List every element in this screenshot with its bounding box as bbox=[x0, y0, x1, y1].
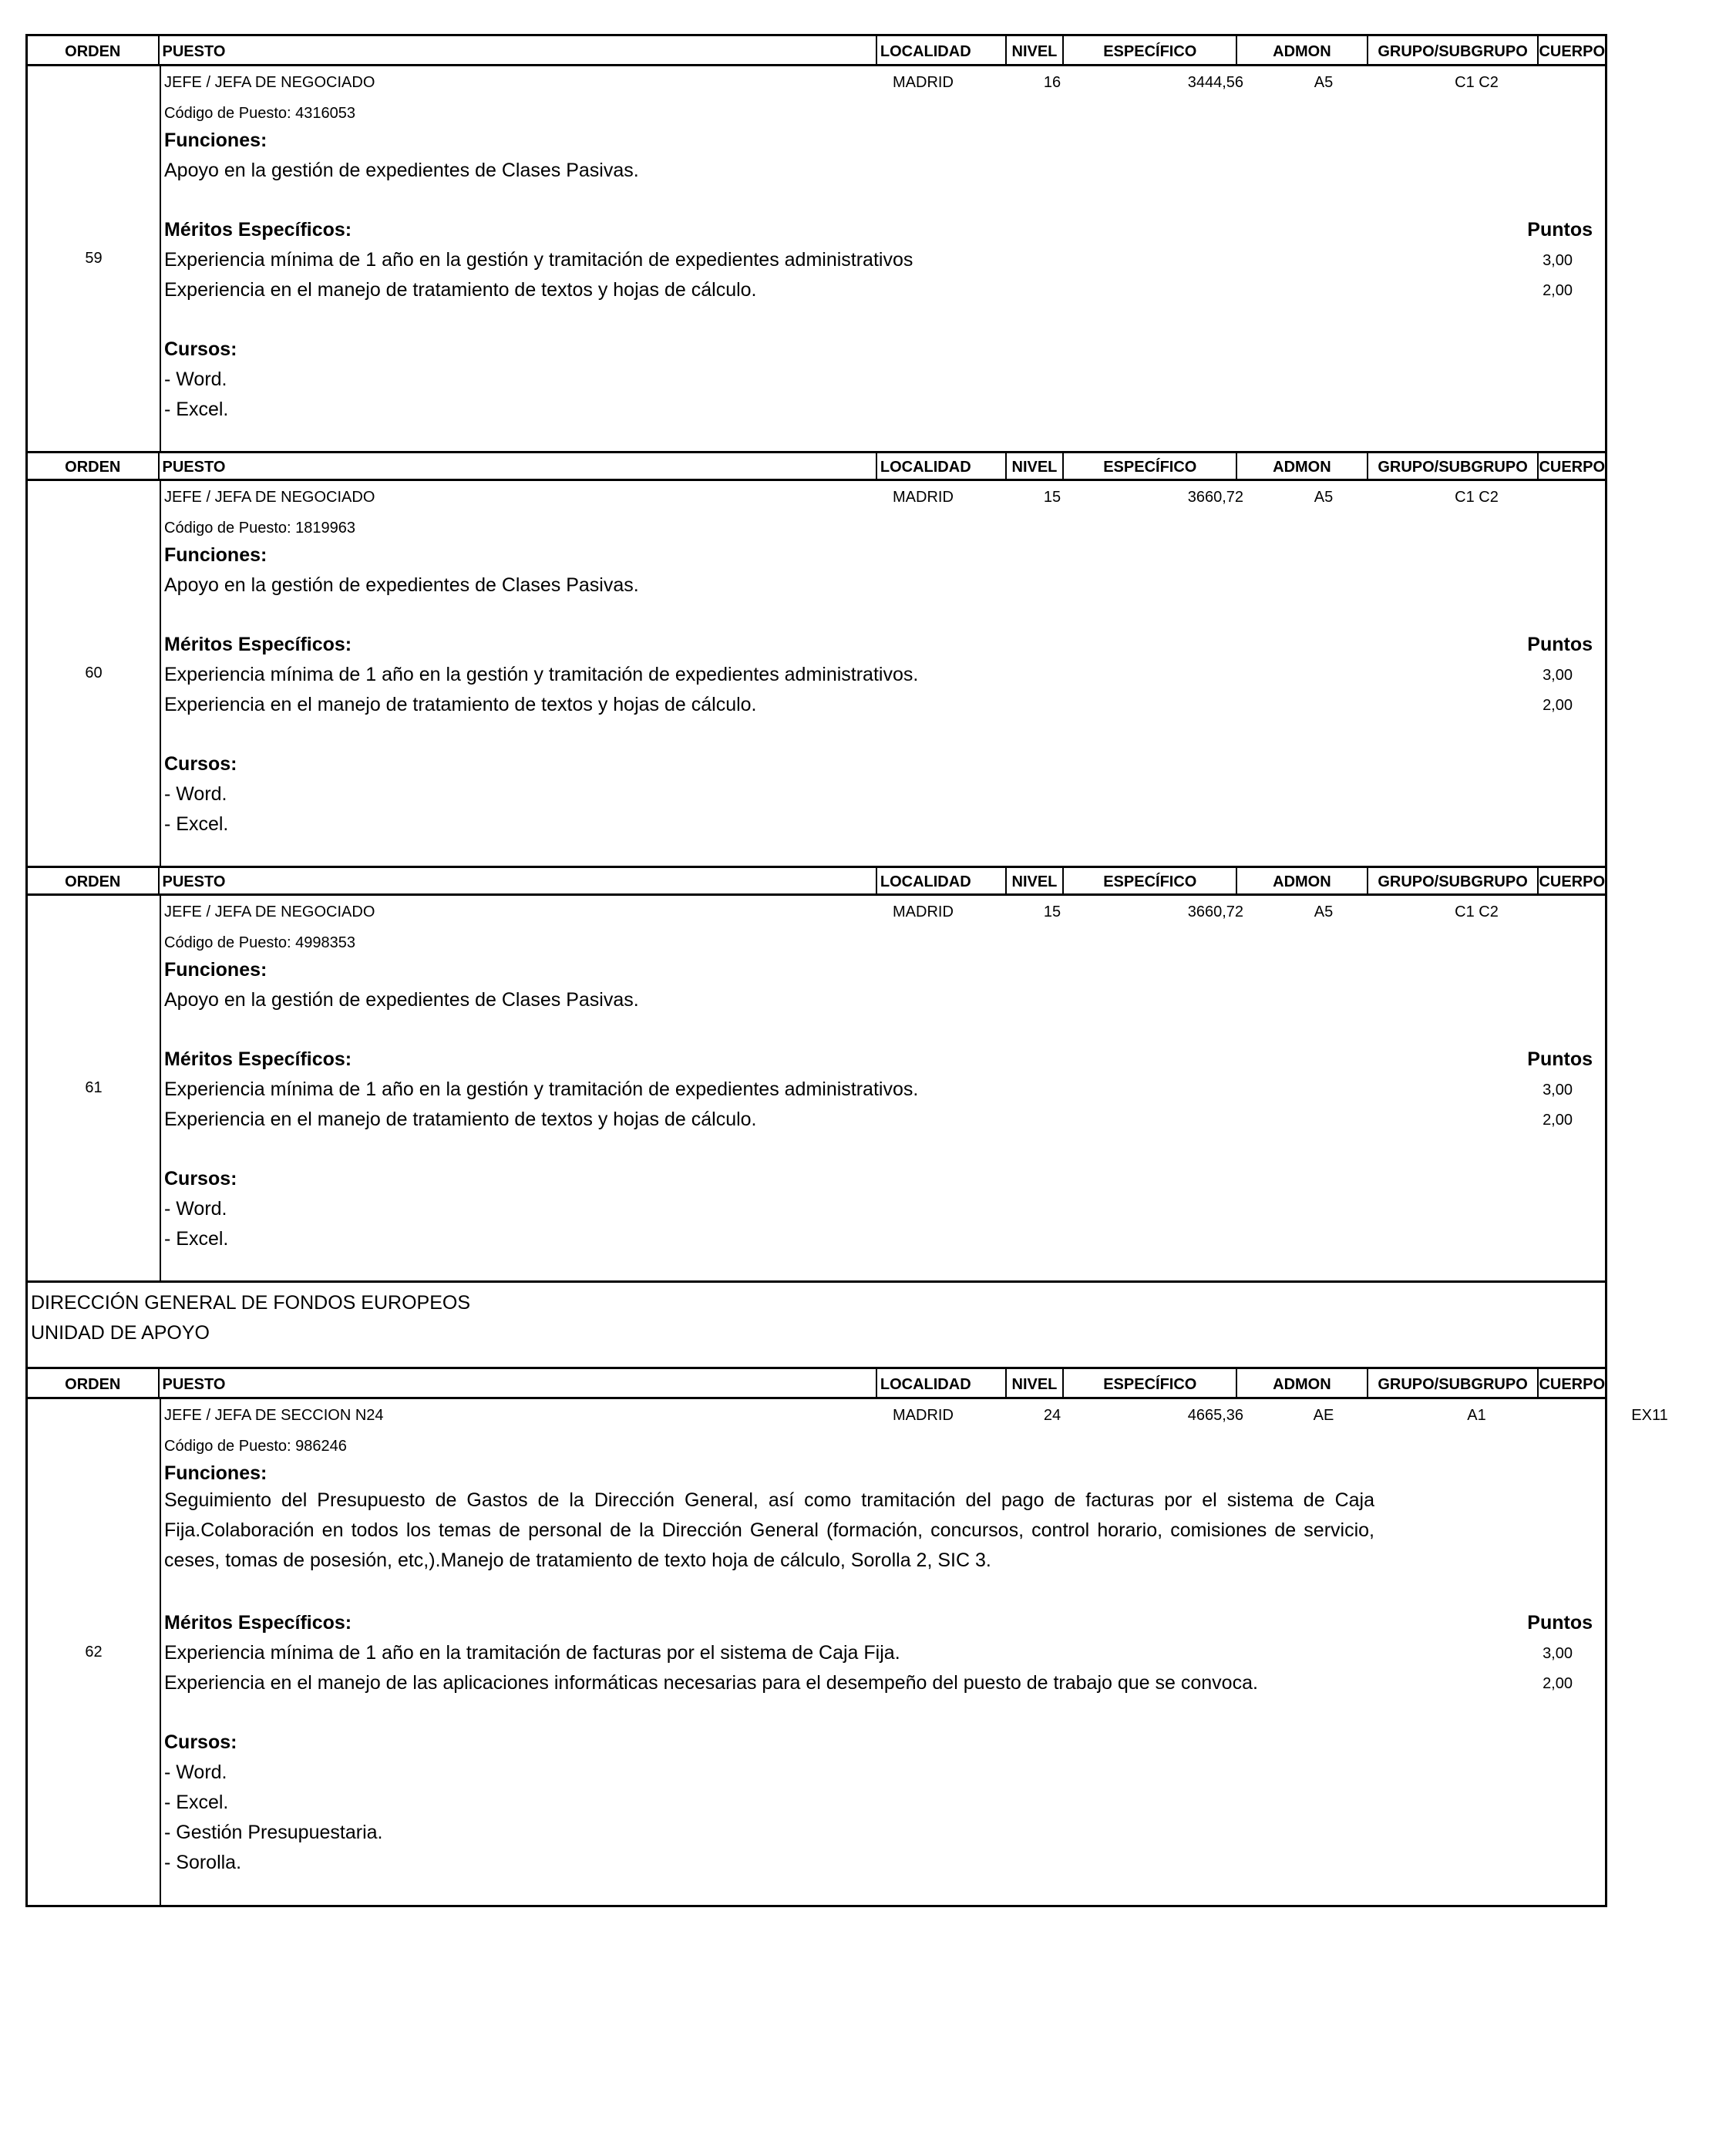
admon-value: A5 bbox=[1314, 489, 1334, 506]
nivel-value: 15 bbox=[1043, 489, 1061, 506]
curso-item: - Excel. bbox=[164, 1792, 229, 1813]
cursos-label: Cursos: bbox=[164, 338, 237, 360]
header-orden: ORDEN bbox=[28, 36, 160, 64]
orden-number: 61 bbox=[28, 896, 161, 1280]
header-grupo: GRUPO/SUBGRUPO bbox=[1368, 1369, 1539, 1397]
orden-number: 60 bbox=[28, 481, 161, 866]
header-grupo: GRUPO/SUBGRUPO bbox=[1368, 868, 1539, 893]
especifico-value: 3444,56 bbox=[1187, 74, 1243, 91]
cursos-label: Cursos: bbox=[164, 753, 237, 775]
funciones-text: Apoyo en la gestión de expedientes de Clases Pasivas. bbox=[164, 574, 639, 596]
grupo-value: A1 bbox=[1467, 1407, 1486, 1424]
merito-puntos: 3,00 bbox=[1543, 667, 1573, 684]
nivel-value: 24 bbox=[1043, 1407, 1061, 1424]
entry-row bbox=[28, 896, 1605, 1280]
table-header bbox=[28, 866, 1605, 896]
header-puesto: PUESTO bbox=[160, 36, 877, 64]
especifico-value: 4665,36 bbox=[1187, 1407, 1243, 1424]
section-subtitle: UNIDAD DE APOYO bbox=[31, 1322, 210, 1344]
especifico-value: 3660,72 bbox=[1187, 903, 1243, 920]
merito-text: Experiencia mínima de 1 año en la gestión y tramitación de expedientes administrativos bbox=[164, 249, 913, 271]
entry-row bbox=[28, 66, 1605, 451]
puesto-title: JEFE / JEFA DE NEGOCIADO bbox=[164, 489, 375, 506]
header-cuerpo: CUERPO bbox=[1539, 42, 1606, 60]
entry-content bbox=[161, 1399, 1668, 1905]
entry-content bbox=[161, 481, 1605, 866]
meritos-label: Méritos Específicos: bbox=[164, 219, 352, 241]
localidad-value: MADRID bbox=[893, 903, 954, 920]
section-heading bbox=[28, 1280, 1605, 1369]
header-puesto: PUESTO bbox=[160, 1369, 877, 1397]
entry-content bbox=[161, 896, 1605, 1280]
header-orden: ORDEN bbox=[28, 453, 160, 479]
header-cuerpo: CUERPO bbox=[1539, 459, 1606, 476]
curso-item: - Word. bbox=[164, 1761, 227, 1783]
merito-text: Experiencia en el manejo de tratamiento de textos y hojas de cálculo. bbox=[164, 1109, 757, 1130]
merito-text: Experiencia mínima de 1 año en la tramitación de facturas por el sistema de Caja Fija. bbox=[164, 1642, 900, 1664]
admon-value: AE bbox=[1313, 1407, 1334, 1424]
merito-text: Experiencia en el manejo de tratamiento de textos y hojas de cálculo. bbox=[164, 694, 757, 715]
codigo-puesto: Código de Puesto: 1819963 bbox=[164, 520, 355, 537]
header-puesto: PUESTO bbox=[160, 868, 877, 893]
header-puesto: PUESTO bbox=[160, 453, 877, 479]
header-orden: ORDEN bbox=[28, 1369, 160, 1397]
funciones-label: Funciones: bbox=[164, 959, 267, 981]
merito-puntos: 2,00 bbox=[1543, 1675, 1573, 1692]
header-orden: ORDEN bbox=[28, 868, 160, 893]
header-nivel: NIVEL bbox=[1007, 868, 1065, 893]
funciones-label: Funciones: bbox=[164, 130, 267, 151]
merito-puntos: 3,00 bbox=[1543, 1645, 1573, 1662]
puesto-title: JEFE / JEFA DE NEGOCIADO bbox=[164, 903, 375, 920]
funciones-label: Funciones: bbox=[164, 544, 267, 566]
funciones-text: Seguimiento del Presupuesto de Gastos de la Dirección General, así como tramitación del pago de facturas por el sistema de Caja Fija.Colaboración en todos los temas de personal de la Dirección General (formación, concursos, control horario, comisiones de servicio, ceses, tomas de posesión, etc,).Manejo de tratamiento de texto hoja de cálculo, Sorolla 2, SIC 3. bbox=[164, 1489, 1374, 1571]
cuerpo-value: EX11 bbox=[1631, 1407, 1668, 1424]
merito-text: Experiencia en el manejo de tratamiento de textos y hojas de cálculo. bbox=[164, 279, 757, 301]
localidad-value: MADRID bbox=[893, 1407, 954, 1424]
job-listing-table bbox=[25, 34, 1668, 1907]
header-localidad: LOCALIDAD bbox=[877, 1369, 1007, 1397]
curso-item: - Sorolla. bbox=[164, 1852, 242, 1873]
header-cuerpo: CUERPO bbox=[1539, 873, 1606, 890]
meritos-label: Méritos Específicos: bbox=[164, 1048, 352, 1070]
orden-number: 62 bbox=[28, 1399, 161, 1905]
grupo-value: C1 C2 bbox=[1455, 489, 1499, 506]
header-nivel: NIVEL bbox=[1007, 36, 1065, 64]
table-header bbox=[28, 451, 1605, 481]
merito-text: Experiencia en el manejo de las aplicaciones informáticas necesarias para el desempeño del puesto de trabajo que se convoca. bbox=[164, 1672, 1258, 1694]
table-header bbox=[28, 36, 1605, 66]
header-especifico: ESPECÍFICO bbox=[1064, 453, 1237, 479]
codigo-puesto: Código de Puesto: 986246 bbox=[164, 1438, 347, 1455]
header-localidad: LOCALIDAD bbox=[877, 453, 1007, 479]
header-grupo: GRUPO/SUBGRUPO bbox=[1368, 453, 1539, 479]
header-localidad: LOCALIDAD bbox=[877, 868, 1007, 893]
section-title: DIRECCIÓN GENERAL DE FONDOS EUROPEOS bbox=[31, 1292, 470, 1314]
nivel-value: 15 bbox=[1043, 903, 1061, 920]
puntos-label: Puntos bbox=[1527, 219, 1593, 241]
entry-row bbox=[28, 1399, 1668, 1905]
funciones-text: Apoyo en la gestión de expedientes de Clases Pasivas. bbox=[164, 989, 639, 1011]
grupo-value: C1 C2 bbox=[1455, 903, 1499, 920]
codigo-puesto: Código de Puesto: 4998353 bbox=[164, 934, 355, 951]
puntos-label: Puntos bbox=[1527, 1048, 1593, 1070]
funciones-label: Funciones: bbox=[164, 1462, 267, 1484]
puntos-label: Puntos bbox=[1527, 634, 1593, 655]
entry-row bbox=[28, 481, 1605, 866]
localidad-value: MADRID bbox=[893, 74, 954, 91]
curso-item: - Word. bbox=[164, 783, 227, 805]
header-especifico: ESPECÍFICO bbox=[1064, 1369, 1237, 1397]
nivel-value: 16 bbox=[1043, 74, 1061, 91]
header-especifico: ESPECÍFICO bbox=[1064, 36, 1237, 64]
header-especifico: ESPECÍFICO bbox=[1064, 868, 1237, 893]
header-admon: ADMON bbox=[1237, 36, 1368, 64]
header-nivel: NIVEL bbox=[1007, 453, 1065, 479]
especifico-value: 3660,72 bbox=[1187, 489, 1243, 506]
header-cuerpo: CUERPO bbox=[1539, 1375, 1606, 1393]
curso-item: - Excel. bbox=[164, 813, 229, 835]
puesto-title: JEFE / JEFA DE NEGOCIADO bbox=[164, 74, 375, 91]
curso-item: - Excel. bbox=[164, 1228, 229, 1250]
admon-value: A5 bbox=[1314, 903, 1334, 920]
entry-content bbox=[161, 66, 1605, 451]
puntos-label: Puntos bbox=[1527, 1612, 1593, 1634]
funciones-text: Apoyo en la gestión de expedientes de Clases Pasivas. bbox=[164, 160, 639, 181]
curso-item: - Word. bbox=[164, 1198, 227, 1220]
header-localidad: LOCALIDAD bbox=[877, 36, 1007, 64]
header-admon: ADMON bbox=[1237, 868, 1368, 893]
admon-value: A5 bbox=[1314, 74, 1334, 91]
curso-item: - Gestión Presupuestaria. bbox=[164, 1822, 383, 1843]
curso-item: - Word. bbox=[164, 368, 227, 390]
meritos-label: Méritos Específicos: bbox=[164, 634, 352, 655]
header-nivel: NIVEL bbox=[1007, 1369, 1065, 1397]
table-header bbox=[28, 1369, 1605, 1399]
merito-text: Experiencia mínima de 1 año en la gestión y tramitación de expedientes administrativos. bbox=[164, 1078, 919, 1100]
cursos-label: Cursos: bbox=[164, 1731, 237, 1753]
meritos-label: Méritos Específicos: bbox=[164, 1612, 352, 1634]
merito-puntos: 2,00 bbox=[1543, 1112, 1573, 1129]
cursos-label: Cursos: bbox=[164, 1168, 237, 1189]
orden-number: 59 bbox=[28, 66, 161, 451]
merito-puntos: 2,00 bbox=[1543, 282, 1573, 299]
merito-text: Experiencia mínima de 1 año en la gestión y tramitación de expedientes administrativos. bbox=[164, 664, 919, 685]
localidad-value: MADRID bbox=[893, 489, 954, 506]
merito-puntos: 3,00 bbox=[1543, 252, 1573, 269]
merito-puntos: 2,00 bbox=[1543, 697, 1573, 714]
puesto-title: JEFE / JEFA DE SECCION N24 bbox=[164, 1407, 384, 1424]
header-admon: ADMON bbox=[1237, 1369, 1368, 1397]
curso-item: - Excel. bbox=[164, 399, 229, 420]
codigo-puesto: Código de Puesto: 4316053 bbox=[164, 105, 355, 122]
header-grupo: GRUPO/SUBGRUPO bbox=[1368, 36, 1539, 64]
grupo-value: C1 C2 bbox=[1455, 74, 1499, 91]
merito-puntos: 3,00 bbox=[1543, 1082, 1573, 1099]
header-admon: ADMON bbox=[1237, 453, 1368, 479]
